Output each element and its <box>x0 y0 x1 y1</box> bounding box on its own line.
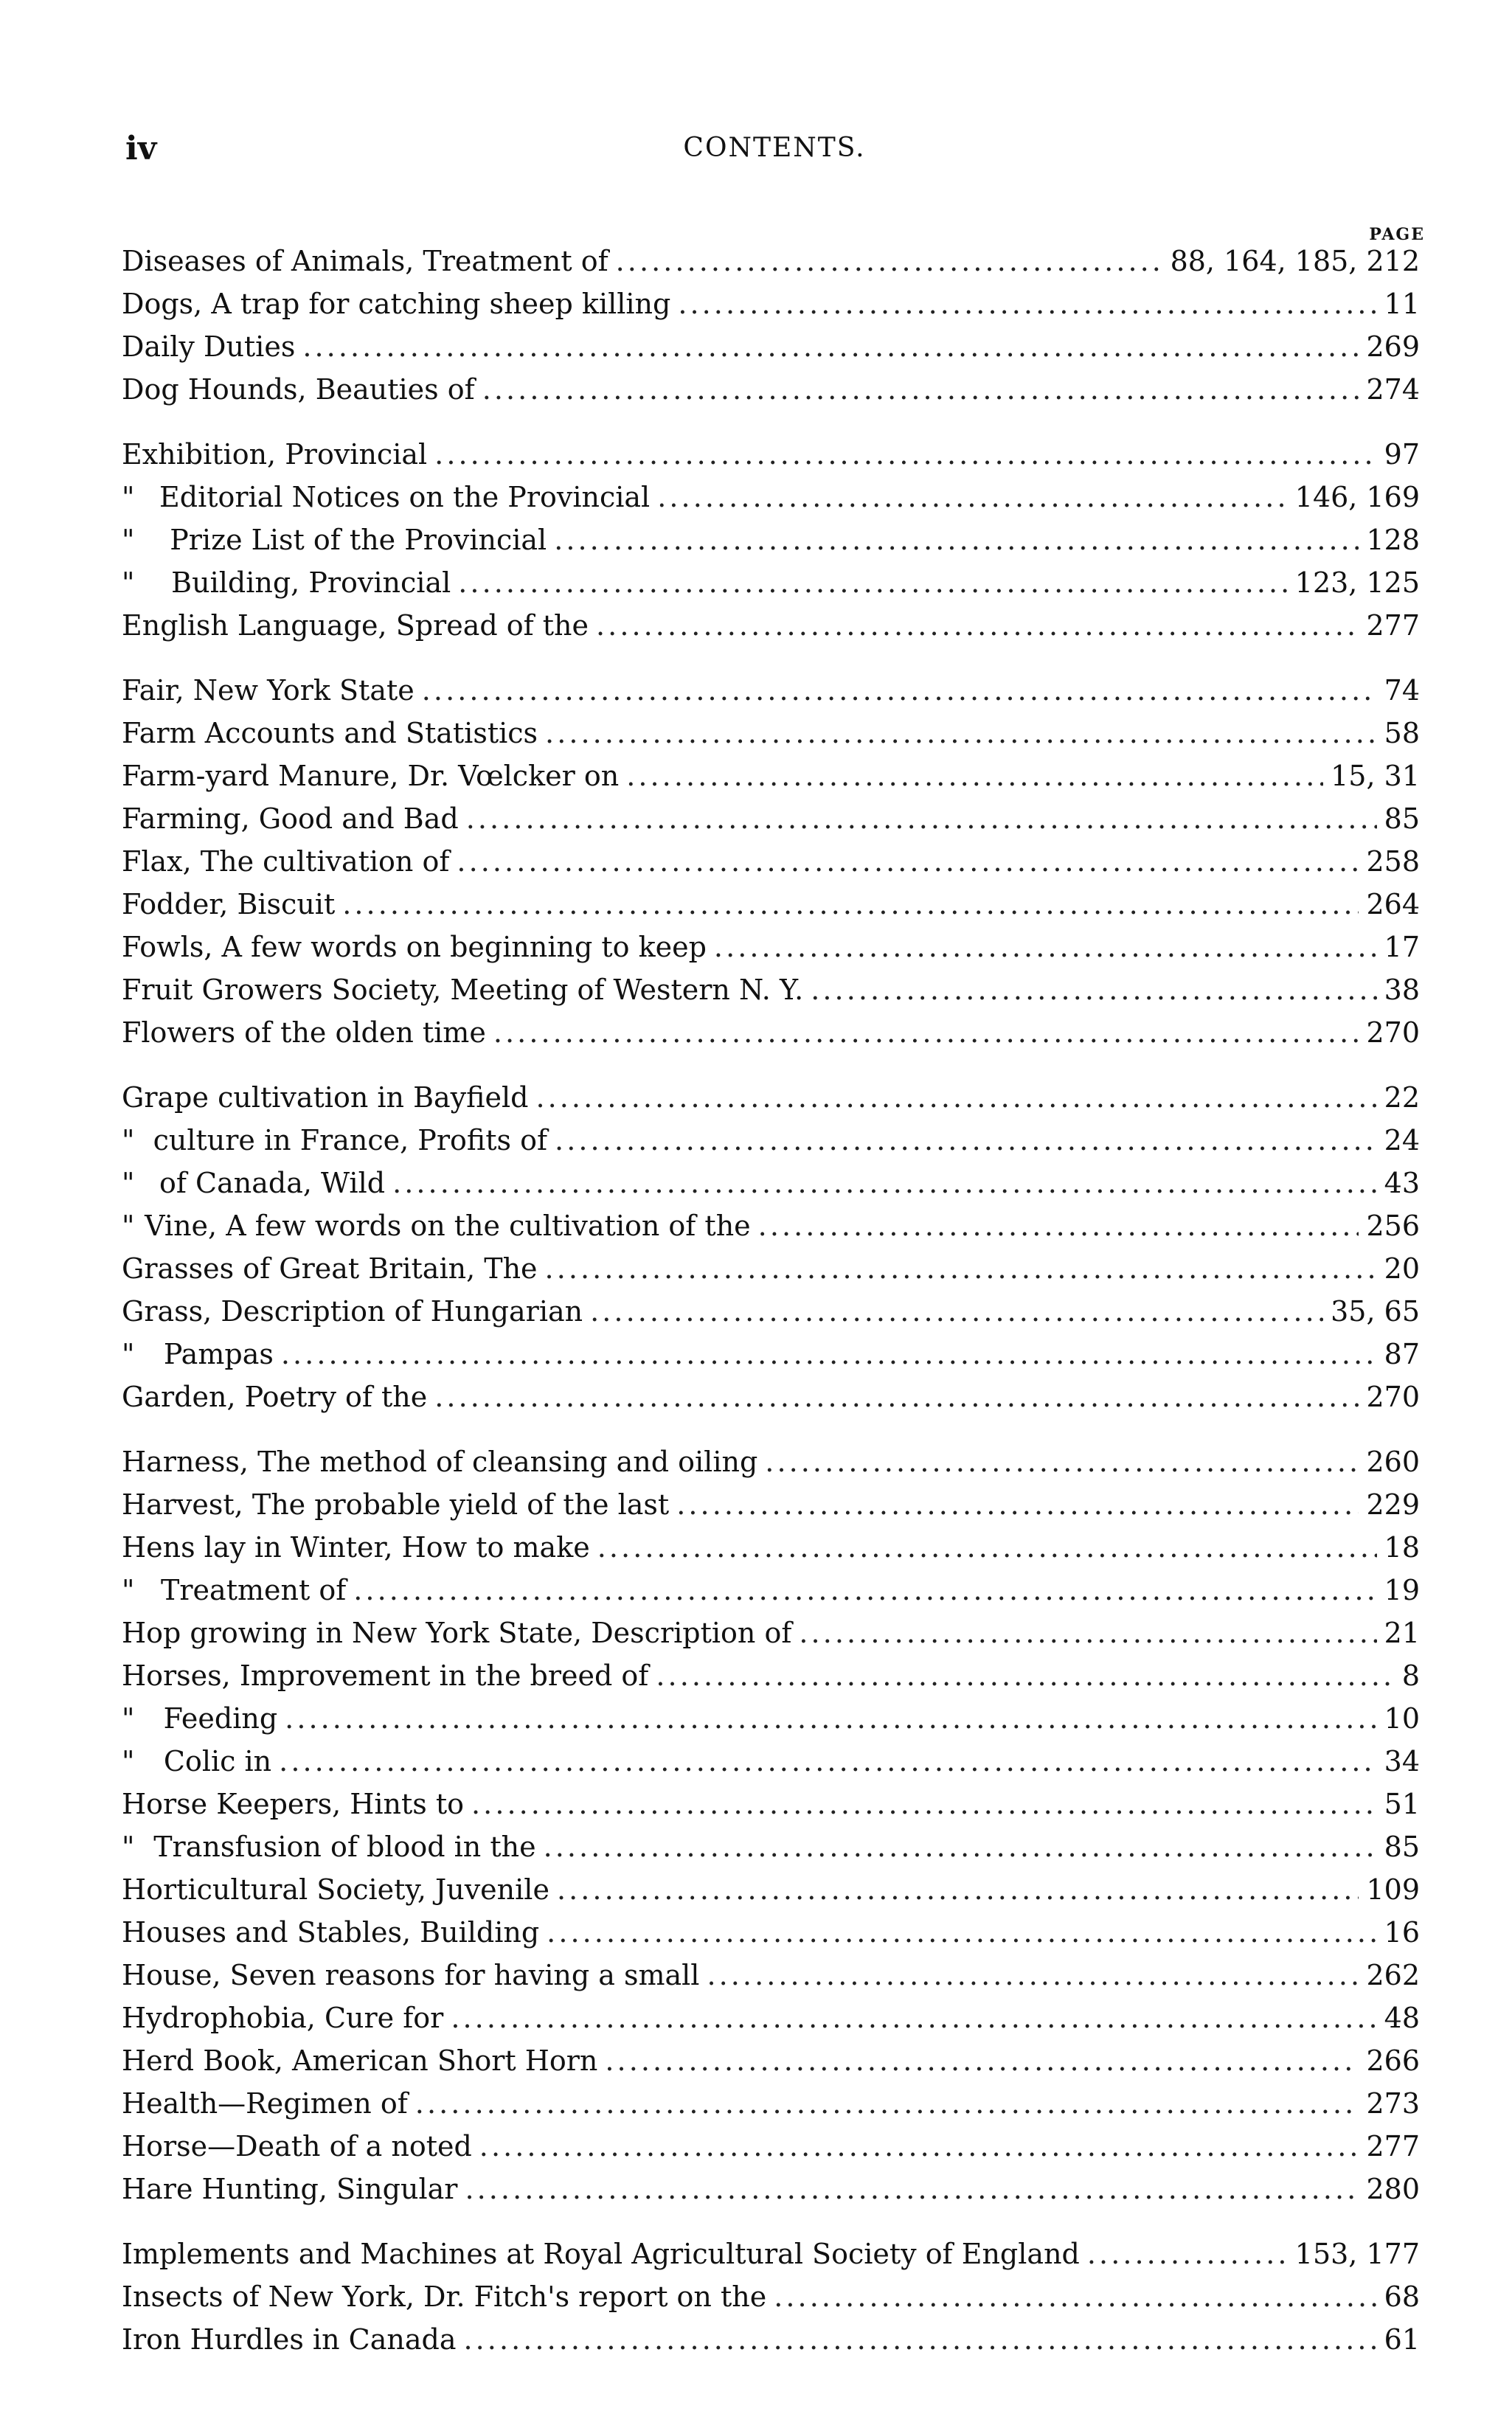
entry-pages: 20 <box>1384 1252 1420 1285</box>
dot-leader <box>392 1162 1377 1204</box>
ditto-mark: " <box>122 1831 135 1863</box>
dot-leader <box>458 561 1288 604</box>
toc-entry <box>122 926 1420 968</box>
dot-leader <box>1087 2233 1288 2275</box>
toc-entry <box>122 1011 1420 1054</box>
entry-pages: 258 <box>1366 845 1420 878</box>
toc-entry <box>122 1376 1420 1418</box>
ditto-mark: " <box>122 1745 135 1777</box>
dot-leader <box>434 1376 1359 1418</box>
dot-leader <box>482 368 1359 411</box>
toc-entry <box>122 1654 1420 1697</box>
entry-title: Dog Hounds, Beauties of <box>122 373 475 406</box>
dot-leader <box>434 433 1376 476</box>
toc-entry <box>122 2318 1420 2361</box>
dot-leader <box>279 1740 1376 1783</box>
entry-pages: 35, 65 <box>1331 1295 1420 1328</box>
ditto-mark: " <box>122 1702 135 1735</box>
entry-pages: 277 <box>1366 2130 1420 2162</box>
dot-leader <box>471 1783 1377 1825</box>
entry-pages: 43 <box>1384 1167 1420 1199</box>
toc-entry <box>122 1333 1420 1376</box>
dot-leader <box>554 518 1359 561</box>
entry-title: Harvest, The probable yield of the last <box>122 1488 670 1521</box>
toc-entry <box>122 840 1420 883</box>
toc-entry <box>122 1954 1420 1997</box>
entry-pages: 260 <box>1366 1446 1420 1478</box>
entry-title: Diseases of Animals, Treatment of <box>122 245 608 277</box>
page-title: CONTENTS. <box>683 133 866 163</box>
dot-leader <box>676 1483 1359 1526</box>
entry-pages: 270 <box>1366 1016 1420 1049</box>
toc-section <box>122 669 1420 1054</box>
entry-title: Exhibition, Provincial <box>122 438 428 471</box>
dot-leader <box>415 2082 1359 2125</box>
entry-title: Iron Hurdles in Canada <box>122 2323 457 2356</box>
entry-title: Vine, A few words on the cultivation of the <box>145 1210 751 1242</box>
entry-pages: 146, 169 <box>1294 481 1420 513</box>
toc-entry <box>122 712 1420 755</box>
toc-entry <box>122 2082 1420 2125</box>
page-header <box>125 130 1423 174</box>
dot-leader <box>597 1526 1377 1569</box>
entry-title: Hare Hunting, Singular <box>122 2173 458 2205</box>
toc-entry <box>122 1697 1420 1740</box>
toc-entry <box>122 1569 1420 1612</box>
entry-title: Health—Regimen of <box>122 2087 408 2120</box>
entry-pages: 87 <box>1384 1338 1420 1370</box>
toc-entry <box>122 325 1420 368</box>
entry-title: Building, Provincial <box>171 566 451 599</box>
entry-title: Fowls, A few words on beginning to keep <box>122 931 707 963</box>
dot-leader <box>714 926 1377 968</box>
dot-leader <box>557 1868 1359 1911</box>
toc-entry <box>122 883 1420 926</box>
entry-title: House, Seven reasons for having a small <box>122 1959 700 1991</box>
dot-leader <box>463 2318 1376 2361</box>
toc-entry <box>122 2275 1420 2318</box>
dot-leader <box>811 968 1376 1011</box>
dot-leader <box>616 240 1163 282</box>
dot-leader <box>707 1954 1359 1997</box>
toc-entry <box>122 1204 1420 1247</box>
page-number: iv <box>125 130 157 167</box>
entry-pages: 153, 177 <box>1294 2238 1420 2270</box>
entry-pages: 24 <box>1384 1124 1420 1156</box>
toc-entry <box>122 433 1420 476</box>
entry-title: Flowers of the olden time <box>122 1016 486 1049</box>
entry-title: of Canada, Wild <box>159 1167 386 1199</box>
dot-leader <box>535 1076 1376 1119</box>
entry-title: Harness, The method of cleansing and oiling <box>122 1446 758 1478</box>
entry-pages: 38 <box>1384 974 1420 1006</box>
entry-pages: 10 <box>1384 1702 1420 1735</box>
dot-leader <box>657 476 1288 518</box>
toc-entry <box>122 1783 1420 1825</box>
entry-title: culture in France, Profits of <box>153 1124 548 1156</box>
toc-entry <box>122 604 1420 647</box>
entry-title: Implements and Machines at Royal Agricultural Society of England <box>122 2238 1080 2270</box>
toc-entry <box>122 476 1420 518</box>
dot-leader <box>758 1204 1359 1247</box>
entry-pages: 74 <box>1384 674 1420 707</box>
toc-entry <box>122 1440 1420 1483</box>
entry-pages: 274 <box>1366 373 1420 406</box>
entry-title: Grasses of Great Britain, The <box>122 1252 538 1285</box>
entry-pages: 128 <box>1366 524 1420 556</box>
dot-leader <box>596 604 1359 647</box>
dot-leader <box>285 1697 1376 1740</box>
entry-title: Farming, Good and Bad <box>122 802 459 835</box>
entry-title: Farm Accounts and Statistics <box>122 717 538 749</box>
entry-title: Treatment of <box>161 1574 347 1606</box>
entry-pages: 266 <box>1366 2044 1420 2077</box>
dot-leader <box>774 2275 1376 2318</box>
dot-leader <box>281 1333 1377 1376</box>
toc-entry <box>122 561 1420 604</box>
entry-title: Colic in <box>163 1745 272 1777</box>
toc-entry <box>122 282 1420 325</box>
entry-title: Horse—Death of a noted <box>122 2130 472 2162</box>
entry-pages: 17 <box>1384 931 1420 963</box>
entry-pages: 61 <box>1384 2323 1420 2356</box>
entry-title: Hop growing in New York State, Description of <box>122 1617 792 1649</box>
dot-leader <box>302 325 1359 368</box>
dot-leader <box>545 712 1377 755</box>
toc-entry <box>122 1825 1420 1868</box>
entry-title: Hydrophobia, Cure for <box>122 2002 444 2034</box>
toc-entry <box>122 240 1420 282</box>
entry-pages: 85 <box>1384 1831 1420 1863</box>
toc-entry <box>122 669 1420 712</box>
entry-pages: 68 <box>1384 2280 1420 2313</box>
entry-pages: 269 <box>1366 330 1420 363</box>
entry-title: Fodder, Biscuit <box>122 888 336 920</box>
toc-entry <box>122 1483 1420 1526</box>
dot-leader <box>678 282 1376 325</box>
entry-pages: 21 <box>1384 1617 1420 1649</box>
toc-section <box>122 1440 1420 2210</box>
entry-pages: 264 <box>1366 888 1420 920</box>
entry-title: Fruit Growers Society, Meeting of Western N. Y. <box>122 974 804 1006</box>
dot-leader <box>547 1911 1376 1954</box>
ditto-mark: " <box>122 1210 135 1242</box>
entry-pages: 88, 164, 185, 212 <box>1170 245 1420 277</box>
dot-leader <box>590 1290 1323 1333</box>
dot-leader <box>465 2168 1359 2210</box>
entry-pages: 19 <box>1384 1574 1420 1606</box>
toc-entry <box>122 1290 1420 1333</box>
toc-entry <box>122 2233 1420 2275</box>
entry-title: Insects of New York, Dr. Fitch's report on the <box>122 2280 767 2313</box>
entry-title: Fair, New York State <box>122 674 415 707</box>
entry-title: Horticultural Society, Juvenile <box>122 1873 549 1906</box>
entry-pages: 280 <box>1366 2173 1420 2205</box>
entry-pages: 123, 125 <box>1294 566 1420 599</box>
entry-pages: 34 <box>1384 1745 1420 1777</box>
toc-entry <box>122 1162 1420 1204</box>
dot-leader <box>626 755 1323 797</box>
toc-section <box>122 1076 1420 1418</box>
toc-entry <box>122 368 1420 411</box>
toc-section <box>122 240 1420 411</box>
entry-title: Grass, Description of Hungarian <box>122 1295 583 1328</box>
entry-pages: 262 <box>1366 1959 1420 1991</box>
dot-leader <box>457 840 1359 883</box>
dot-leader <box>353 1569 1376 1612</box>
entry-title: Hens lay in Winter, How to make <box>122 1531 590 1564</box>
dot-leader <box>799 1612 1376 1654</box>
entry-title: Flax, The cultivation of <box>122 845 450 878</box>
entry-pages: 18 <box>1384 1531 1420 1564</box>
ditto-mark: " <box>122 524 135 556</box>
entry-pages: 51 <box>1384 1788 1420 1820</box>
toc-entry <box>122 968 1420 1011</box>
entry-pages: 48 <box>1384 2002 1420 2034</box>
entry-title: Garden, Poetry of the <box>122 1381 428 1413</box>
entry-pages: 16 <box>1384 1916 1420 1949</box>
entry-pages: 97 <box>1384 438 1420 471</box>
entry-pages: 11 <box>1384 288 1420 320</box>
table-of-contents <box>122 240 1420 2383</box>
entry-pages: 58 <box>1384 717 1420 749</box>
entry-title: English Language, Spread of the <box>122 609 589 642</box>
toc-entry <box>122 797 1420 840</box>
entry-pages: 256 <box>1366 1210 1420 1242</box>
entry-title: Horses, Improvement in the breed of <box>122 1659 649 1692</box>
entry-pages: 273 <box>1366 2087 1420 2120</box>
toc-entry <box>122 518 1420 561</box>
entry-pages: 15, 31 <box>1331 760 1420 792</box>
entry-title: Prize List of the Provincial <box>170 524 547 556</box>
dot-leader <box>451 1997 1376 2039</box>
dot-leader <box>493 1011 1359 1054</box>
toc-entry <box>122 1076 1420 1119</box>
dot-leader <box>466 797 1377 840</box>
entry-title: Pampas <box>163 1338 274 1370</box>
toc-section <box>122 433 1420 647</box>
entry-title: Herd Book, American Short Horn <box>122 2044 598 2077</box>
toc-entry <box>122 1119 1420 1162</box>
entry-pages: 85 <box>1384 802 1420 835</box>
page-column-label: PAGE <box>1369 225 1425 244</box>
toc-entry <box>122 2168 1420 2210</box>
entry-pages: 22 <box>1384 1081 1420 1114</box>
entry-title: Farm-yard Manure, Dr. Vœlcker on <box>122 760 620 792</box>
entry-pages: 109 <box>1366 1873 1420 1906</box>
toc-entry <box>122 2125 1420 2168</box>
dot-leader <box>656 1654 1394 1697</box>
dot-leader <box>765 1440 1359 1483</box>
entry-pages: 277 <box>1366 609 1420 642</box>
entry-title: Daily Duties <box>122 330 296 363</box>
toc-entry <box>122 1740 1420 1783</box>
entry-title: Horse Keepers, Hints to <box>122 1788 464 1820</box>
toc-entry <box>122 1612 1420 1654</box>
entry-title: Transfusion of blood in the <box>153 1831 536 1863</box>
toc-section <box>122 2233 1420 2361</box>
entry-title: Grape cultivation in Bayfield <box>122 1081 529 1114</box>
toc-entry <box>122 1247 1420 1290</box>
ditto-mark: " <box>122 1167 135 1199</box>
ditto-mark: " <box>122 1574 135 1606</box>
entry-title: Editorial Notices on the Provincial <box>159 481 651 513</box>
entry-pages: 8 <box>1401 1659 1420 1692</box>
toc-entry <box>122 1911 1420 1954</box>
entry-title: Dogs, A trap for catching sheep killing <box>122 288 671 320</box>
dot-leader <box>545 1247 1377 1290</box>
entry-title: Feeding <box>163 1702 278 1735</box>
toc-entry <box>122 1868 1420 1911</box>
toc-entry <box>122 1526 1420 1569</box>
dot-leader <box>342 883 1359 926</box>
entry-pages: 229 <box>1366 1488 1420 1521</box>
dot-leader <box>544 1825 1377 1868</box>
dot-leader <box>605 2039 1359 2082</box>
entry-title: Houses and Stables, Building <box>122 1916 540 1949</box>
ditto-mark: " <box>122 1124 135 1156</box>
toc-entry <box>122 755 1420 797</box>
toc-entry <box>122 1997 1420 2039</box>
ditto-mark: " <box>122 566 135 599</box>
ditto-mark: " <box>122 1338 135 1370</box>
entry-pages: 270 <box>1366 1381 1420 1413</box>
dot-leader <box>479 2125 1359 2168</box>
dot-leader <box>555 1119 1377 1162</box>
ditto-mark: " <box>122 481 135 513</box>
toc-entry <box>122 2039 1420 2082</box>
dot-leader <box>422 669 1377 712</box>
